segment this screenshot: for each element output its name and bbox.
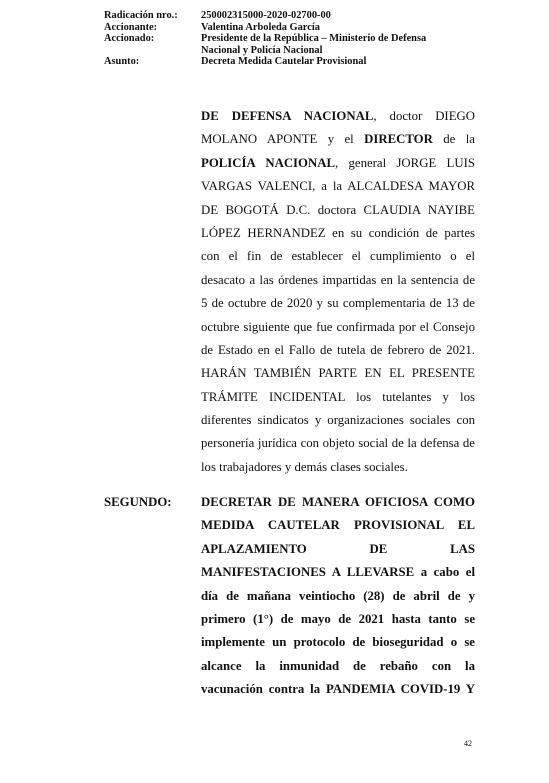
header-label: Accionado:: [104, 33, 155, 44]
text-run: MOLANO APONTE y el: [201, 132, 365, 147]
header-label: [104, 45, 201, 57]
header-value: Nacional y Policía Nacional: [201, 44, 323, 56]
text-line: MANIFESTACIONES A LLEVARSE a cabo el: [201, 565, 475, 580]
text-run: LÓPEZ HERNANDEZ en su condición de partes: [201, 225, 475, 240]
text-line: alcance la inmunidad de rebaño con la: [201, 658, 475, 673]
section-label-segundo: SEGUNDO:: [104, 495, 172, 509]
text-line: [201, 362, 475, 385]
text-line: [201, 175, 475, 198]
header-row: [104, 22, 481, 34]
text-line: MEDIDA CAUTELAR PROVISIONAL EL: [201, 518, 475, 533]
header-value: 250002315000-2020-02700-00: [201, 10, 331, 21]
text-line: [201, 269, 475, 292]
text-line: [201, 409, 475, 432]
page-number: 42: [464, 739, 472, 748]
header-row: [104, 56, 481, 68]
text-run: de la: [432, 132, 475, 147]
text-run: , general JORGE LUIS: [335, 155, 475, 170]
text-line: [201, 245, 475, 268]
text-line: [201, 316, 475, 339]
text-line: DECRETAR DE MANERA OFICIOSA COMO: [201, 495, 475, 509]
text-run: los trabajadores y demás clases sociales.: [201, 459, 408, 474]
text-line: primero (1°) de mayo de 2021 hasta tanto se: [201, 611, 475, 626]
document-header: [104, 10, 481, 68]
header-label: Radicación nro.:: [104, 10, 178, 21]
text-line: [201, 339, 475, 362]
header-row: [104, 45, 481, 57]
text-run: personería jurídica con objeto social de la defensa de: [201, 436, 475, 451]
header-row: [104, 33, 481, 45]
header-label: Asunto:: [104, 56, 140, 67]
text-line: APLAZAMIENTO DE LAS: [201, 541, 475, 556]
text-line: [201, 432, 475, 455]
text-run: DIRECTOR: [364, 132, 433, 147]
text-run: DE DEFENSA NACIONAL: [201, 109, 374, 123]
header-label: Accionante:: [104, 21, 158, 33]
text-run: TRÁMITE INCIDENTAL los tutelantes y los: [201, 389, 475, 404]
text-line: [201, 152, 475, 175]
text-line: [201, 292, 475, 315]
header-value: Valentina Arboleda García: [201, 21, 320, 33]
text-run: POLICÍA NACIONAL: [201, 155, 336, 170]
paragraph-primero-continuation: [201, 105, 475, 479]
text-run: , doctor DIEGO: [373, 109, 475, 123]
text-line: implemente un protocolo de bioseguridad o se: [201, 635, 475, 650]
text-run: VARGAS VALENCI, a la ALCALDESA MAYOR: [201, 179, 475, 194]
header-row: [104, 10, 481, 22]
text-line: [201, 456, 475, 479]
text-run: con el fin de establecer el cumplimiento o el: [201, 249, 475, 264]
text-run: 5 de octubre de 2020 y su complementaria de 13 de: [201, 296, 475, 311]
text-run: desacato a las órdenes impartidas en la sentencia de: [201, 272, 475, 287]
text-line: [201, 222, 475, 245]
text-line: [201, 128, 475, 151]
text-run: octubre siguiente que fue confirmada por el Consejo: [201, 319, 475, 334]
text-run: diferentes sindicatos y organizaciones sociales con: [201, 413, 475, 428]
header-value: Presidente de la República – Ministerio de Defensa: [201, 33, 427, 44]
text-line: [201, 199, 475, 222]
text-line: [201, 105, 475, 128]
text-line: día de mañana veintiocho (28) de abril de y: [201, 588, 475, 603]
text-line: vacunación contra la PANDEMIA COVID-19 Y: [201, 682, 475, 697]
text-line: [201, 386, 475, 409]
text-run: de Estado en el Fallo de tutela de febrero de 2021.: [201, 342, 475, 357]
header-value: Decreta Medida Cautelar Provisional: [201, 56, 367, 67]
text-run: DE BOGOTÁ D.C. doctora CLAUDIA NAYIBE: [201, 202, 475, 217]
text-run: HARÁN TAMBIÉN PARTE EN EL PRESENTE: [201, 366, 475, 381]
paragraph-segundo: [201, 491, 475, 702]
